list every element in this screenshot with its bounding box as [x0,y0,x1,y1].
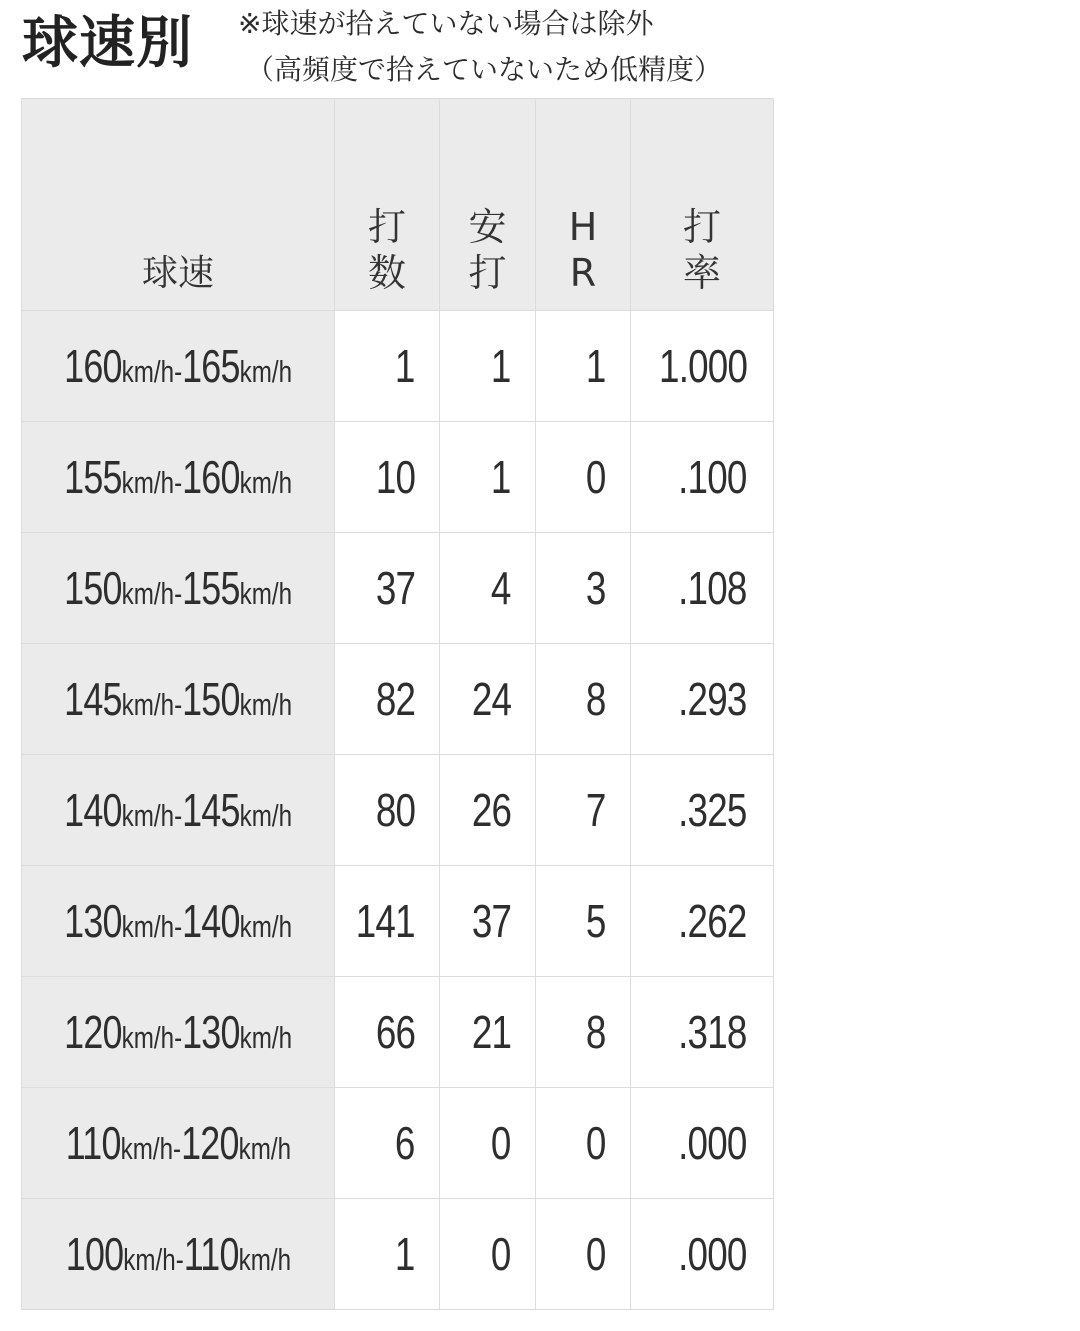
range-separator: - [172,1131,181,1166]
speed-unit: km/h [122,1242,176,1277]
table-row [22,866,774,977]
speed-unit: km/h [239,354,292,389]
table-row [22,977,774,1088]
avg-cell [631,1088,774,1199]
table-row [22,755,774,866]
speed-range [64,450,292,504]
hr-value: 0 [586,1117,606,1169]
speed-from: 110 [65,1117,121,1169]
hits-cell [440,755,536,866]
at-bats-cell [335,422,440,533]
speed-range [65,1227,290,1281]
speed-range-cell [22,977,335,1088]
speed-to: 110 [183,1228,239,1280]
speed-unit: km/h [239,1020,292,1055]
column-header-hr-2: R [569,251,597,295]
avg-cell [631,533,774,644]
speed-unit: km/h [121,354,174,389]
hits-value: 37 [471,895,511,947]
at-bats-value: 66 [375,1006,415,1058]
speed-from: 120 [64,1006,122,1058]
hits-value: 0 [491,1228,511,1280]
avg-cell [631,755,774,866]
column-header-at-bats-1: 打 [367,205,406,249]
avg-cell [631,1199,774,1310]
avg-value: .100 [678,451,747,503]
hits-cell [440,533,536,644]
speed-to: 165 [182,340,240,392]
speed-unit: km/h [121,909,174,944]
speed-unit: km/h [239,687,292,722]
avg-value: 1.000 [658,340,747,392]
speed-stats-table [21,98,774,1310]
column-header-hits-1: 安 [468,205,507,249]
at-bats-value: 10 [375,451,415,503]
at-bats-value: 141 [356,895,415,947]
hits-cell [440,1199,536,1310]
hr-cell [536,1199,631,1310]
speed-unit: km/h [238,1131,291,1166]
header [0,0,1080,98]
avg-cell [631,644,774,755]
at-bats-value: 37 [375,562,415,614]
at-bats-value: 6 [395,1117,415,1169]
column-header-speed: 球速 [22,99,335,311]
speed-to: 155 [182,562,240,614]
at-bats-cell [335,1088,440,1199]
speed-unit: km/h [121,576,174,611]
speed-to: 160 [182,451,240,503]
hits-cell [440,422,536,533]
hr-value: 3 [586,562,606,614]
column-header-avg-1: 打 [682,205,721,249]
hits-value: 1 [491,451,511,503]
speed-to: 140 [182,895,240,947]
table-row [22,644,774,755]
hr-value: 1 [586,340,606,392]
speed-to: 150 [182,673,240,725]
speed-range [64,561,292,615]
hr-value: 8 [586,1006,606,1058]
table-row [22,311,774,422]
column-header-avg-2: 率 [682,251,721,295]
speed-range-cell [22,533,335,644]
at-bats-cell [335,1199,440,1310]
column-header-at-bats-2: 数 [367,251,406,295]
at-bats-value: 82 [375,673,415,725]
table-row [22,422,774,533]
table-row [22,1088,774,1199]
speed-unit: km/h [121,687,174,722]
hr-cell [536,311,631,422]
table-row [22,533,774,644]
range-separator: - [173,576,183,611]
speed-range-cell [22,1088,335,1199]
hr-cell [536,755,631,866]
at-bats-value: 1 [395,1228,415,1280]
speed-range [64,783,292,837]
range-separator: - [173,909,183,944]
hits-value: 1 [491,340,511,392]
at-bats-cell [335,755,440,866]
speed-range [65,1116,290,1170]
at-bats-value: 80 [375,784,415,836]
speed-unit: km/h [239,576,292,611]
speed-to: 120 [180,1117,239,1169]
speed-unit: km/h [239,909,292,944]
speed-range-cell [22,644,335,755]
range-separator: - [173,1020,183,1055]
range-separator: - [173,687,183,722]
speed-from: 160 [64,340,122,392]
speed-unit: km/h [239,465,292,500]
hits-cell [440,866,536,977]
note-accuracy: （高頻度で拾えていないため低精度） [246,53,723,86]
hr-cell [536,1088,631,1199]
speed-range [64,672,292,726]
avg-value: .318 [678,1006,747,1058]
hits-value: 24 [471,673,511,725]
speed-from: 130 [64,895,122,947]
column-header-hits [440,99,536,311]
avg-cell [631,977,774,1088]
avg-value: .108 [678,562,747,614]
column-header-at-bats [335,99,440,311]
speed-unit: km/h [239,798,292,833]
hits-value: 21 [471,1006,511,1058]
column-header-hits-2: 打 [468,251,507,295]
at-bats-cell [335,311,440,422]
hr-value: 7 [586,784,606,836]
speed-range-cell [22,422,335,533]
speed-unit: km/h [121,798,174,833]
hr-value: 8 [586,673,606,725]
speed-unit: km/h [238,1242,291,1277]
avg-cell [631,866,774,977]
speed-unit: km/h [121,465,174,500]
hits-cell [440,311,536,422]
column-header-avg [631,99,774,311]
speed-range-cell [22,311,335,422]
avg-value: .325 [678,784,747,836]
at-bats-cell [335,977,440,1088]
table-body [22,311,774,1310]
hits-cell [440,977,536,1088]
note-excluded: ※球速が拾えていない場合は除外 [238,7,654,40]
hr-value: 0 [586,1228,606,1280]
speed-range [64,1005,292,1059]
hr-cell [536,644,631,755]
range-separator: - [173,465,183,500]
hits-value: 26 [471,784,511,836]
hr-cell [536,422,631,533]
speed-range-cell [22,1199,335,1310]
hr-cell [536,977,631,1088]
avg-cell [631,422,774,533]
table-row [22,1199,774,1310]
avg-value: .000 [678,1228,747,1280]
table-header-row [22,99,774,311]
speed-from: 155 [64,451,122,503]
page-title: 球速別 [22,11,193,76]
speed-to: 130 [182,1006,240,1058]
range-separator: - [175,1242,184,1277]
avg-value: .262 [678,895,747,947]
hits-value: 4 [491,562,511,614]
speed-from: 145 [64,673,122,725]
speed-range [64,339,292,393]
avg-value: .293 [678,673,747,725]
hits-value: 0 [491,1117,511,1169]
speed-range-cell [22,866,335,977]
speed-from: 140 [64,784,122,836]
at-bats-cell [335,866,440,977]
speed-unit: km/h [121,1020,174,1055]
avg-cell [631,311,774,422]
hits-cell [440,644,536,755]
at-bats-cell [335,533,440,644]
column-header-hr-1: H [568,205,598,249]
speed-to: 145 [182,784,240,836]
hits-cell [440,1088,536,1199]
hr-cell [536,533,631,644]
speed-range-cell [22,755,335,866]
speed-unit: km/h [120,1131,173,1166]
column-header-hr [536,99,631,311]
hr-value: 5 [586,895,606,947]
avg-value: .000 [678,1117,747,1169]
hr-value: 0 [586,451,606,503]
hr-cell [536,866,631,977]
at-bats-value: 1 [395,340,415,392]
at-bats-cell [335,644,440,755]
speed-range [64,894,292,948]
speed-from: 100 [65,1228,123,1280]
range-separator: - [173,354,183,389]
range-separator: - [173,798,183,833]
speed-from: 150 [64,562,122,614]
